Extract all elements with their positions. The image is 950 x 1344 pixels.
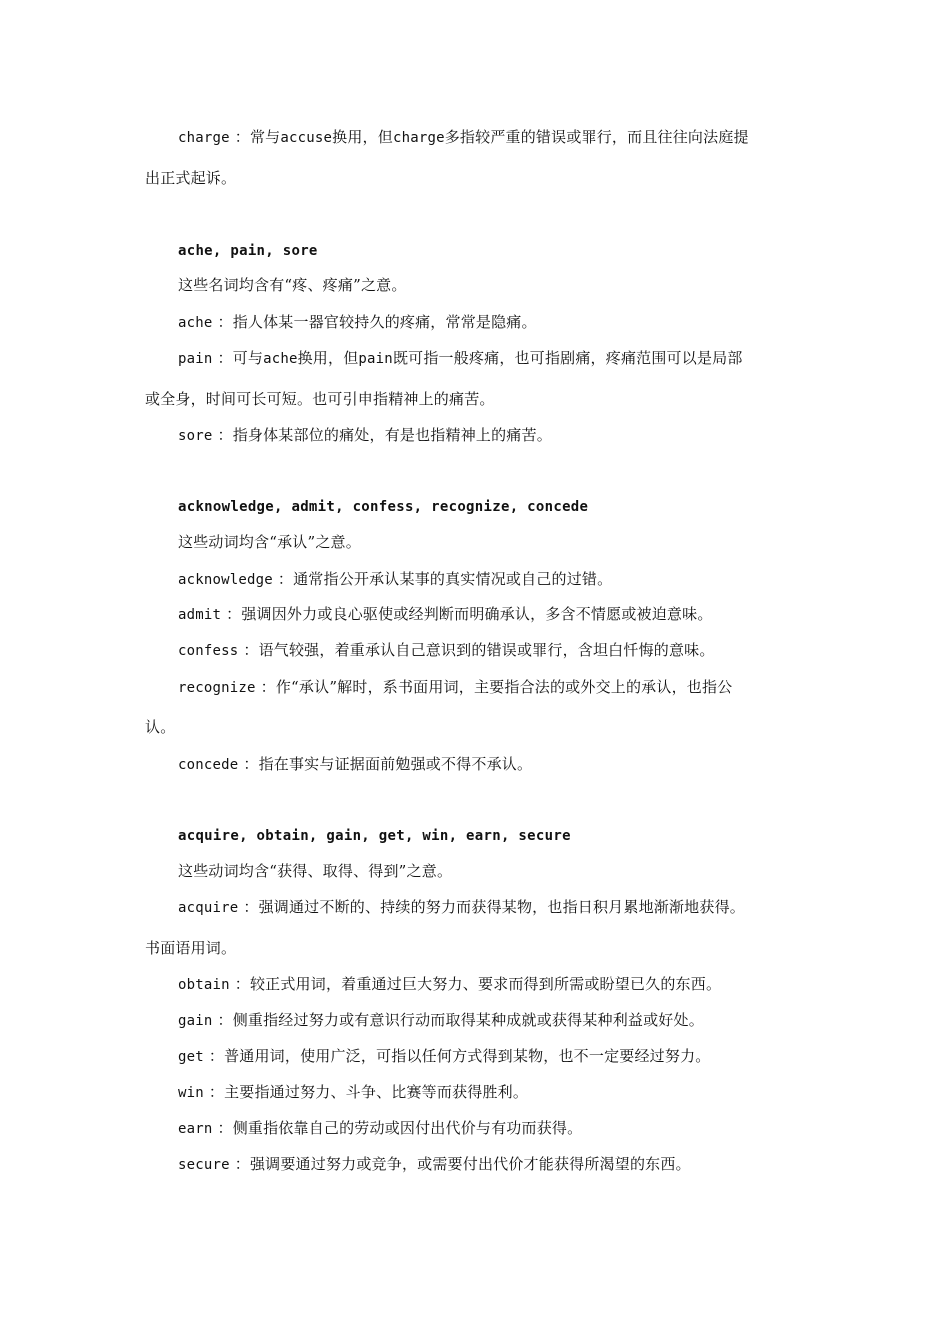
entry-charge-continuation: 出正式起诉。: [145, 169, 237, 187]
definition-text: 作“承认”解时，系书面用词，主要指合法的或外交上的承认，也指公: [275, 678, 733, 696]
definition-text: 强调通过不断的、持续的努力而获得某物，也指日积月累地渐渐地获得。: [258, 898, 745, 916]
definition-text: 既可指一般疼痛，也可指剧痛，疼痛范围可以是局部: [392, 349, 743, 367]
entry-win: [178, 1082, 528, 1103]
entry-gain: [178, 1010, 704, 1031]
entry-secure: [178, 1154, 691, 1175]
term-admit: admit: [178, 607, 222, 623]
term-get: get: [178, 1049, 204, 1065]
inline-term: accuse: [280, 130, 333, 146]
definition-text: 通常指公开承认某事的真实情况或自己的过错。: [293, 570, 613, 588]
definition-text: 换用，但: [297, 349, 359, 367]
separator: ：: [212, 313, 233, 331]
term-pain: pain: [178, 351, 213, 367]
definition-text: 强调因外力或良心驱使或经判断而明确承认，多含不情愿或被迫意味。: [241, 605, 713, 623]
separator: ：: [255, 678, 276, 696]
definition-text: 语气较强，着重承认自己意识到的错误或罪行，含坦白忏悔的意味。: [258, 641, 715, 659]
term-ache: ache: [178, 315, 213, 331]
group-intro-acquire: 这些动词均含“获得、取得、得到”之意。: [178, 862, 453, 880]
separator: ：: [238, 641, 259, 659]
entry-charge: [178, 127, 749, 148]
group-heading-acquire: acquire, obtain, gain, get, win, earn, secure: [178, 828, 571, 844]
term-acknowledge: acknowledge: [178, 572, 273, 588]
inline-term: pain: [358, 351, 393, 367]
entry-earn: [178, 1118, 582, 1139]
definition-text: 指身体某部位的痛处，有是也指精神上的痛苦。: [232, 426, 552, 444]
separator: ：: [238, 898, 259, 916]
entry-acknowledge: [178, 569, 612, 590]
definition-text: 普通用词，使用广泛，可指以任何方式得到某物，也不一定要经过努力。: [224, 1047, 711, 1065]
definition-text: 侧重指依靠自己的劳动或因付出代价与有功而获得。: [232, 1119, 583, 1137]
separator: ：: [212, 426, 233, 444]
definition-text: 指人体某一器官较持久的疼痛，常常是隐痛。: [232, 313, 537, 331]
definition-text: 强调要通过努力或竞争，或需要付出代价才能获得所渴望的东西。: [249, 1155, 691, 1173]
separator: ：: [272, 570, 294, 588]
separator: ：: [203, 1047, 225, 1065]
term-charge: charge: [178, 130, 230, 146]
entry-recognize: [178, 677, 732, 698]
separator: ：: [221, 605, 242, 623]
definition-text: 常与: [249, 128, 281, 146]
definition-text: 换用，但: [332, 128, 393, 146]
entry-acquire-continuation: 书面语用词。: [145, 939, 237, 957]
entry-confess: [178, 640, 715, 661]
term-secure: secure: [178, 1157, 230, 1173]
term-confess: confess: [178, 643, 239, 659]
inline-term: ache: [263, 351, 298, 367]
term-concede: concede: [178, 757, 239, 773]
definition-text: 可与: [232, 349, 264, 367]
inline-term: charge: [392, 130, 445, 146]
definition-text: 主要指通过努力、斗争、比赛等而获得胜利。: [224, 1083, 529, 1101]
group-intro-ache: 这些名词均含有“疼、疼痛”之意。: [178, 276, 407, 294]
entry-concede: [178, 754, 532, 775]
separator: ：: [229, 1155, 250, 1173]
entry-obtain: [178, 974, 721, 995]
separator: ：: [212, 349, 233, 367]
term-obtain: obtain: [178, 977, 230, 993]
entry-sore: [178, 425, 552, 446]
entry-acquire: [178, 897, 745, 918]
term-gain: gain: [178, 1013, 213, 1029]
separator: ：: [212, 1011, 233, 1029]
term-acquire: acquire: [178, 900, 239, 916]
separator: ：: [238, 755, 259, 773]
group-heading-acknowledge: acknowledge, admit, confess, recognize, concede: [178, 499, 589, 515]
definition-text: 较正式用词，着重通过巨大努力、要求而得到所需或盼望已久的东西。: [249, 975, 722, 993]
entry-pain-continuation: 或全身，时间可长可短。也可引申指精神上的痛苦。: [145, 390, 495, 408]
definition-text: 指在事实与证据面前勉强或不得不承认。: [258, 755, 533, 773]
definition-text: 侧重指经过努力或有意识行动而取得某种成就或获得某种利益或好处。: [232, 1011, 704, 1029]
term-earn: earn: [178, 1121, 213, 1137]
separator: ：: [212, 1119, 233, 1137]
separator: ：: [229, 128, 250, 146]
term-sore: sore: [178, 428, 213, 444]
separator: ：: [229, 975, 250, 993]
entry-admit: [178, 604, 713, 625]
definition-text: 多指较严重的错误或罪行，而且往往向法庭提: [444, 128, 749, 146]
entry-ache: [178, 312, 537, 333]
term-recognize: recognize: [178, 680, 256, 696]
entry-get: [178, 1046, 710, 1067]
group-intro-acknowledge: 这些动词均含“承认”之意。: [178, 533, 361, 551]
term-win: win: [178, 1085, 204, 1101]
entry-pain: [178, 348, 743, 369]
entry-recognize-continuation: 认。: [145, 718, 176, 736]
group-heading-ache: ache, pain, sore: [178, 243, 318, 259]
separator: ：: [203, 1083, 225, 1101]
